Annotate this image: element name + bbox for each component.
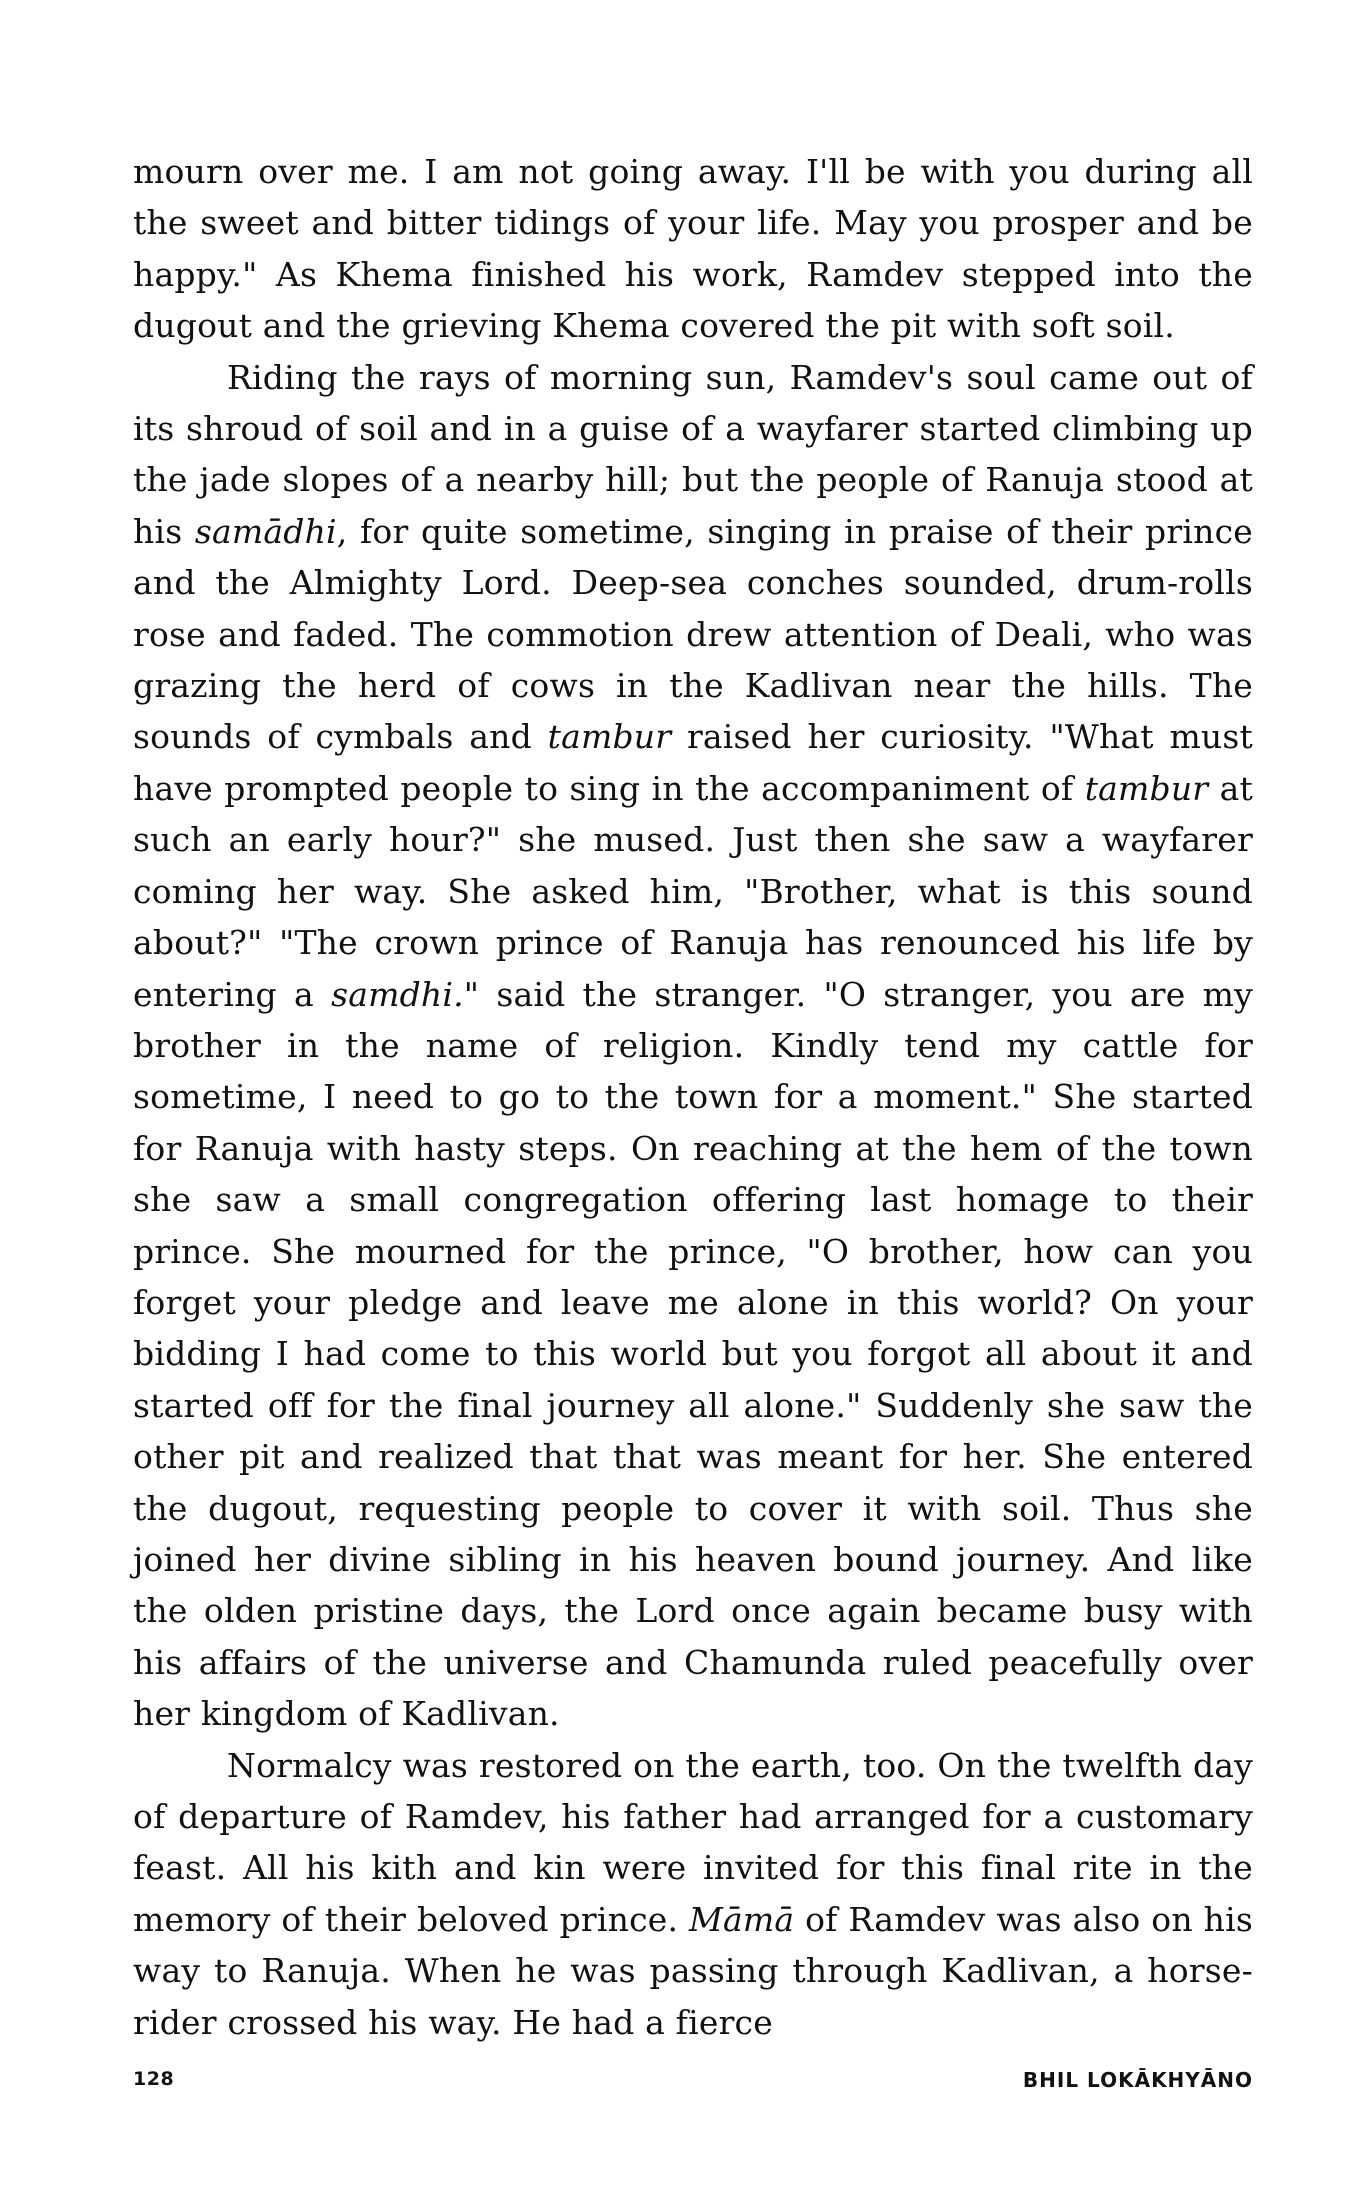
text-run: , for quite sometime, singing in praise of their prince and the Almighty Lord. Deep-sea conches sounded, drum-rolls rose and faded. The commotion drew attention of Deali, who was grazing the herd of cows in the Kadlivan near the hills. The sounds of cymbals and — [133, 511, 1253, 757]
page-number: 128 — [133, 2068, 175, 2090]
text-run: at such an early hour?" she mused. Just then she saw a wayfarer coming her way. She asked him, "Brother, what is this sound about?" "The crown prince of Ranuja has renounced his life by entering a — [133, 768, 1253, 1014]
text-run: mourn over me. I am not going away. I'll be with you during all the sweet and bitter tidings of your life. May you prosper and be happy." As Khema finished his work, Ramdev stepped into the dugout and the grieving Khema covered the pit with soft soil. — [133, 152, 1253, 346]
text-run: of Ramdev was also on his way to Ranuja. When he was passing through Kadlivan, a horse-rider crossed his way. He had a fierce — [133, 1899, 1253, 2042]
italic-term: tambur — [547, 717, 672, 757]
text-run: Riding the rays of morning sun, Ramdev's soul came out of its shroud of soil and in a guise of a wayfarer started climbing up the jade slopes of a nearby hill; but the people of Ranuja stood at his — [133, 357, 1253, 551]
paragraph — [133, 352, 1253, 1740]
paragraph — [133, 1740, 1253, 2048]
italic-term: Māmā — [689, 1899, 795, 1939]
page-footer — [133, 2068, 1253, 2098]
italic-term: tambur — [1084, 768, 1209, 808]
text-run: " said the stranger. "O stranger, you are my brother in the name of religion. Kindly tend my cattle for sometime, I need to go to the town for a moment." She started for Ranuja with hasty steps. On reaching at the hem of the town she saw a small congregation offering last homage to their prince. She mourned for the prince, "O brother, how can you forget your pledge and leave me alone in this world? On your bidding I had come to this world but you forgot all about it and started off for the final journey all alone." Suddenly she saw the other pit and realized that that was meant for her. She entered the dugout, requesting people to cover it with soil. Thus she joined her divine sibling in his heaven bound journey. And like the olden pristine days, the Lord once again became busy with his affairs of the universe and Chamunda ruled peacefully over her kingdom of Kadlivan. — [133, 974, 1253, 1734]
paragraph — [133, 146, 1253, 352]
italic-term: samdhi. — [331, 974, 464, 1014]
text-run: raised her curiosity. "What must have prompted people to sing in the accompaniment of — [133, 717, 1253, 808]
body-text — [133, 146, 1253, 2048]
running-title: BHIL LOKĀKHYĀNO — [1022, 2068, 1253, 2092]
italic-term: samādhi — [194, 511, 337, 551]
text-run: Normalcy was restored on the earth, too. On the twelfth day of departure of Ramdev, his father had arranged for a customary feast. All his kith and kin were invited for this final rite in the memory of their beloved prince. — [133, 1745, 1253, 1939]
